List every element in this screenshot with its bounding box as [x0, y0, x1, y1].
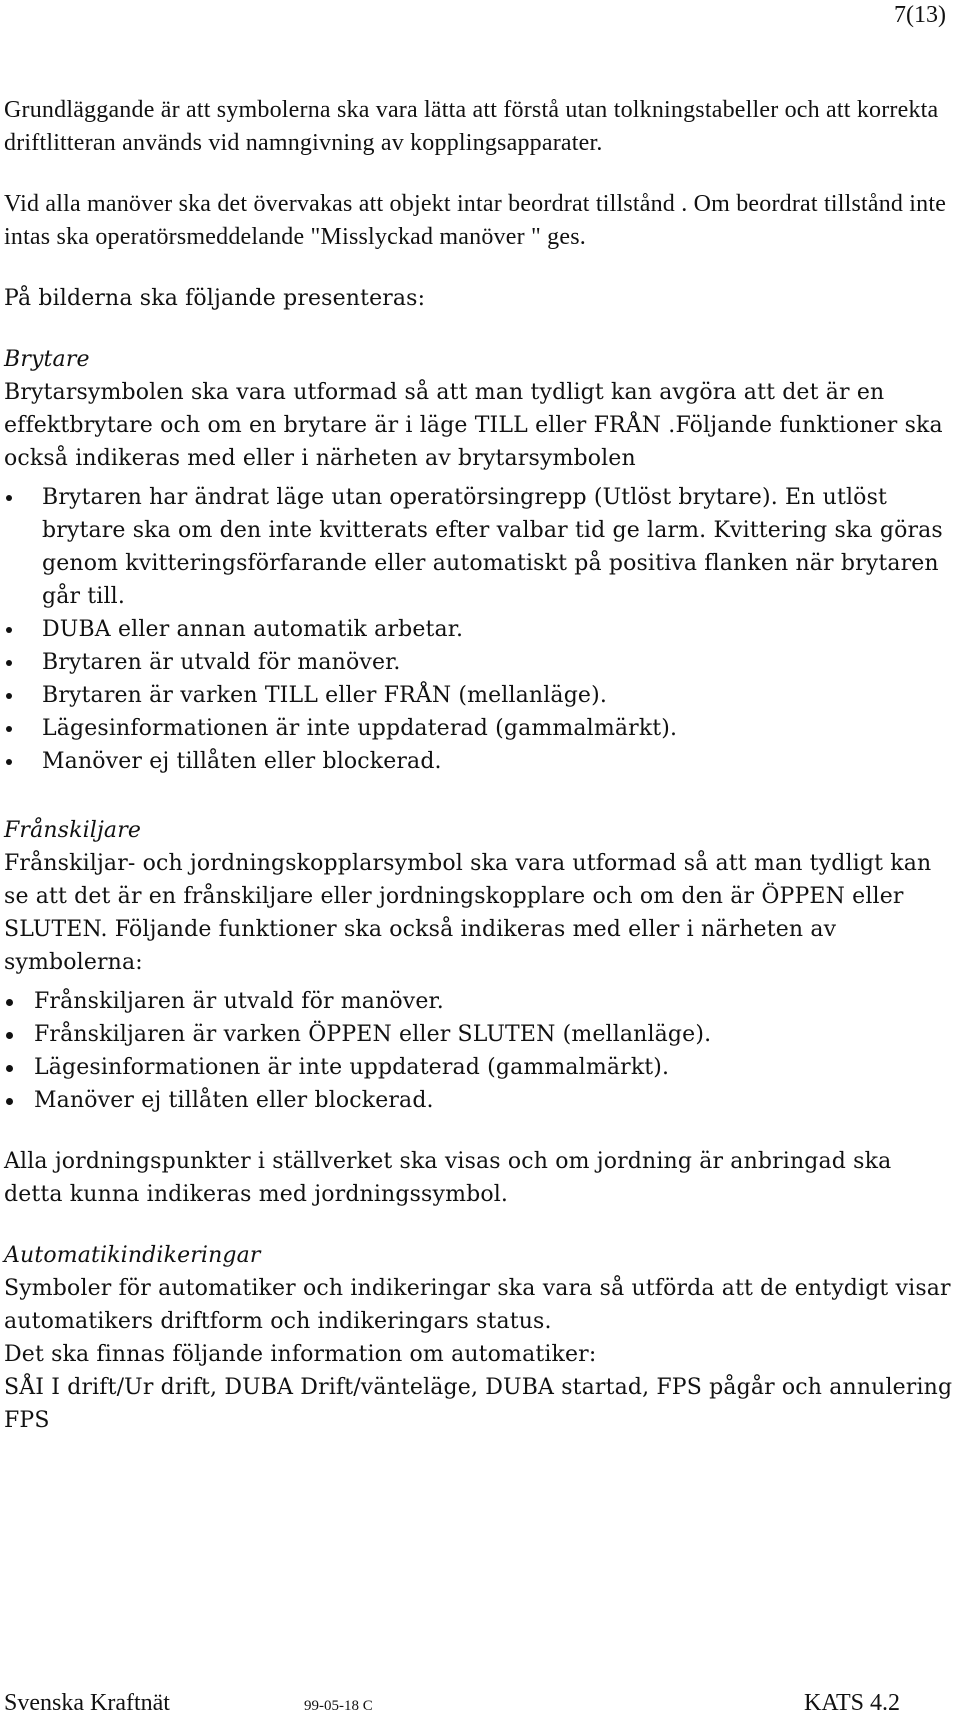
list-item: Brytaren är utvald för manöver. [4, 646, 954, 679]
brytare-heading: Brytare [4, 347, 90, 372]
footer-organization: Svenska Kraftnät [4, 1690, 170, 1716]
franskiljare-bullet-list [4, 985, 954, 1117]
document-body [4, 94, 954, 1437]
intro-paragraph-2: Vid alla manöver ska det övervakas att objekt intar beordrat tillstånd . Om beordrat tillstånd inte intas ska operatörsmeddelande "Misslyckad manöver " ges. [4, 191, 947, 250]
automatik-line-2: Det ska finnas följande information om automatiker: [4, 1342, 597, 1367]
automatik-line-3: SÅI I drift/Ur drift, DUBA Drift/vänteläge, DUBA startad, FPS pågår och annulering FPS [4, 1375, 953, 1433]
page-number: 7(13) [894, 2, 946, 28]
automatik-heading: Automatikindikeringar [4, 1243, 261, 1268]
list-item: Lägesinformationen är inte uppdaterad (gammalmärkt). [4, 1051, 954, 1084]
automatik-line-1: Symboler för automatiker och indikeringar ska vara så utförda att de entydigt visar automatikers driftform och indikeringars status. [4, 1276, 951, 1334]
franskiljare-section [4, 814, 954, 1117]
footer-date: 99-05-18 C [304, 1698, 373, 1714]
automatik-section [4, 1239, 954, 1437]
brytare-bullet-list [4, 481, 954, 778]
jordning-paragraph: Alla jordningspunkter i ställverket ska visas och om jordning är anbringad ska detta kunna indikeras med jordningssymbol. [4, 1149, 892, 1207]
list-item: Frånskiljaren är utvald för manöver. [4, 985, 954, 1018]
list-item: Manöver ej tillåten eller blockerad. [4, 1084, 954, 1117]
footer-document-id: KATS 4.2 [803, 1690, 900, 1716]
list-item: Lägesinformationen är inte uppdaterad (gammalmärkt). [4, 712, 954, 745]
franskiljare-heading: Frånskiljare [4, 818, 142, 843]
intro-paragraph-1: Grundläggande är att symbolerna ska vara lätta att förstå utan tolkningstabeller och att korrekta driftlitteran används vid namngivning av kopplingsapparater. [4, 97, 939, 156]
list-item: Brytaren har ändrat läge utan operatörsingrepp (Utlöst brytare). En utlöst brytare ska om den inte kvitterats efter valbar tid ge larm. Kvittering ska göras genom kvitteringsförfarande eller automatiskt på positiva flanken när brytaren går till. [4, 481, 954, 613]
list-item: Brytaren är varken TILL eller FRÅN (mellanläge). [4, 679, 954, 712]
brytare-section [4, 343, 954, 778]
brytare-body: Brytarsymbolen ska vara utformad så att man tydligt kan avgöra att det är en effektbrytare och om en brytare är i läge TILL eller FRÅN .Följande funktioner ska också indikeras med eller i närheten av brytarsymbolen [4, 380, 943, 471]
intro-section [4, 94, 954, 254]
list-item: Frånskiljaren är varken ÖPPEN eller SLUTEN (mellanläge). [4, 1018, 954, 1051]
lead-paragraph: På bilderna ska följande presenteras: [4, 286, 426, 311]
list-item: DUBA eller annan automatik arbetar. [4, 613, 954, 646]
page-footer [4, 1690, 900, 1724]
franskiljare-body: Frånskiljar- och jordningskopplarsymbol ska vara utformad så att man tydligt kan se att det är en frånskiljare eller jordningskopplare och om den är ÖPPEN eller SLUTEN. Följande funktioner ska också indikeras med eller i närheten av symbolerna: [4, 851, 932, 975]
list-item: Manöver ej tillåten eller blockerad. [4, 745, 954, 778]
